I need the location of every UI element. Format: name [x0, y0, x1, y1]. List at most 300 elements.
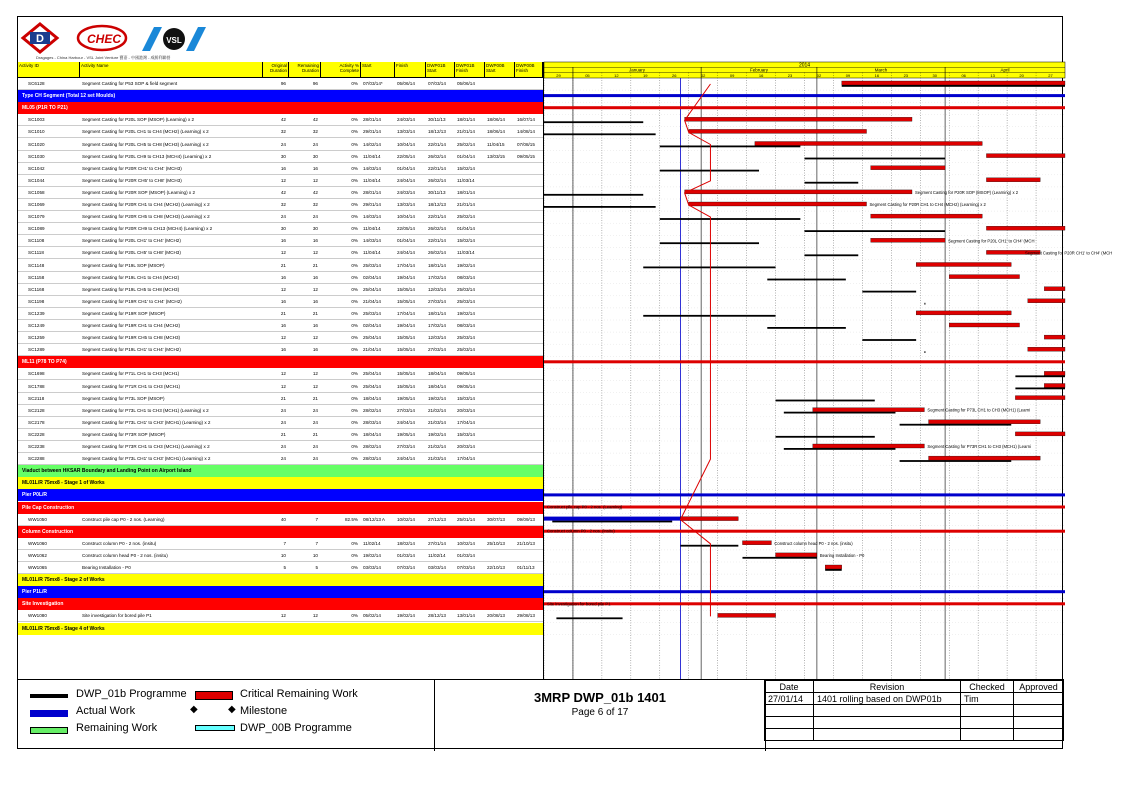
cell-s1: 22/01/14	[428, 141, 446, 147]
table-row[interactable]	[18, 211, 543, 223]
cell-pct: 0%	[351, 274, 358, 280]
rev-empty	[765, 705, 814, 717]
cell-name: Segment Casting for P20R SOP (MSOP) (Learning) x 2	[82, 189, 196, 195]
cell-finish: 22/05/14	[397, 153, 415, 159]
cell-finish: 27/03/14	[397, 444, 415, 449]
gantt-day-label: 02	[700, 73, 706, 78]
table-row[interactable]	[18, 284, 543, 296]
cell-od: 12	[280, 177, 286, 183]
cell-finish: 13/03/14	[397, 202, 415, 207]
cell-pct: 0%	[351, 189, 358, 195]
cell-s1: 27/12/13	[428, 516, 446, 522]
cell-rd: 24	[312, 456, 318, 462]
cell-od: 24	[280, 407, 286, 413]
table-row[interactable]	[18, 441, 543, 453]
svg-text:D: D	[36, 33, 44, 45]
cell-start: 28/01/14	[363, 117, 381, 123]
rev-approved	[1014, 693, 1064, 705]
critical-bar	[685, 117, 912, 121]
cell-s1: 30/11/13	[428, 189, 446, 195]
cell-f1: 08/03/14	[457, 323, 475, 328]
critical-bar	[842, 81, 1065, 85]
group-band[interactable]: Type CH Segment (Total 12 set Moulds)	[18, 90, 543, 102]
critical-bar	[986, 178, 1040, 182]
actual-bar	[544, 517, 680, 521]
cell-od: 24	[280, 444, 286, 449]
critical-bar	[986, 154, 1065, 158]
gantt-svg	[544, 62, 1113, 679]
summary-bar	[544, 590, 1065, 593]
gantt-day-label: 30	[932, 73, 937, 78]
group-band[interactable]: Pier P1L/R	[18, 586, 543, 598]
cell-rd: 7	[315, 540, 318, 546]
legend-panel	[18, 679, 1064, 751]
table-row[interactable]	[18, 235, 543, 247]
cell-f2: 09/09/13	[517, 516, 535, 522]
cell-od: 24	[280, 214, 286, 220]
gantt-day-label: 29	[556, 73, 561, 78]
cell-od: 16	[280, 323, 286, 328]
gantt-day-label: 19	[643, 73, 648, 78]
cell-start: 14/03/14	[363, 214, 381, 220]
table-row[interactable]	[18, 187, 543, 199]
table-row[interactable]	[18, 429, 543, 441]
cell-name: Segment Casting for P20R CH1' to CH4' (MCH3)	[82, 165, 182, 171]
cell-pct: 0%	[351, 540, 358, 546]
cell-name: Segment Casting for P73R SOP (MSOP)	[82, 431, 166, 437]
cell-s1: 18/04/14	[428, 383, 446, 389]
cell-f2: 16/07/14	[517, 117, 535, 123]
cell-id: SC1118	[28, 250, 44, 256]
cell-rd: 5	[315, 565, 318, 570]
cell-pct: 0%	[351, 431, 358, 437]
cell-finish: 10/04/14	[397, 141, 415, 147]
table-row[interactable]	[18, 151, 543, 163]
table-row[interactable]	[18, 562, 543, 574]
cell-pct: 0%	[351, 226, 358, 232]
cell-od: 21	[280, 431, 286, 437]
cell-rd: 32	[312, 202, 318, 207]
gantt-day-label: 23	[903, 73, 909, 78]
rev-empty	[814, 705, 961, 717]
cell-id: SC1249	[28, 323, 45, 328]
group-band[interactable]: ML01L/R 75mx8 - Stage 1 of Works	[18, 477, 543, 489]
critical-bar	[755, 142, 982, 146]
rev-empty	[765, 729, 814, 741]
critical-bar	[916, 263, 1011, 267]
cell-start: 18/04/14	[363, 395, 381, 401]
rev-date: 27/01/14	[765, 693, 814, 705]
baseline-bar	[643, 267, 775, 269]
cell-s1: 30/11/13	[428, 117, 446, 123]
cell-f1: 08/03/14	[457, 274, 475, 280]
table-row[interactable]	[18, 538, 543, 550]
cell-od: 16	[280, 238, 286, 244]
baseline-bar	[776, 436, 875, 438]
cell-f1: 19/02/14	[457, 262, 475, 268]
cell-pct: 0%	[351, 262, 358, 268]
legend-remaining-label: Remaining Work	[76, 722, 158, 734]
cell-rd: 42	[312, 189, 318, 195]
rev-empty	[814, 729, 961, 741]
cell-id: SC2228	[28, 431, 45, 437]
gantt-day-label: 16	[874, 73, 880, 78]
cell-name: Bearing Installation - P0	[82, 565, 131, 570]
cell-pct: 0%	[351, 456, 358, 462]
critical-bar	[1015, 396, 1065, 400]
baseline-bar	[556, 617, 622, 619]
baseline-bar	[660, 146, 801, 148]
cell-s2: 18/06/14	[487, 129, 505, 135]
cell-name: Segment Casting for P20R CH5 to CH8 (MCH3) (Learning) x 2	[82, 214, 210, 220]
group-band[interactable]: ML11 (P78 TO P74)	[18, 356, 543, 368]
bar-label: Segment Casting for P73L CH1 to CH3 (MCH1) (Learni	[927, 407, 1031, 413]
table-row[interactable]	[18, 296, 543, 308]
cell-s2: 13/03/15	[487, 153, 505, 159]
cell-finish: 13/03/14	[397, 129, 415, 135]
cell-pct: 0%	[351, 310, 358, 316]
baseline-bar	[776, 400, 875, 402]
baseline-bar	[680, 545, 738, 547]
gantt-day-label: 20	[1019, 73, 1024, 78]
legend-critical-label: Critical Remaining Work	[240, 688, 358, 700]
cell-finish: 19/04/14	[397, 323, 415, 328]
table-row[interactable]	[18, 78, 543, 90]
table-row[interactable]	[18, 247, 543, 259]
bar-label: Site investigation for bored pile P1	[547, 601, 611, 607]
cell-s2: 25/10/13	[487, 540, 505, 546]
summary-bar	[544, 530, 1065, 533]
group-band[interactable]: ML05 (P1R TO P21)	[18, 102, 543, 114]
summary-bar	[544, 493, 1065, 496]
critical-bar	[680, 517, 738, 521]
cell-name: Segment Casting for P73L CH1' to CH3' (MCH1) (Learning) x 2	[82, 419, 211, 425]
cell-start: 28/02/14	[363, 444, 381, 449]
baseline-bar	[544, 206, 656, 208]
gantt-month-label: February	[750, 67, 769, 73]
cell-od: 24	[280, 141, 286, 147]
critical-bar	[986, 226, 1065, 230]
cell-pct: 0%	[351, 323, 358, 328]
group-band[interactable]: Pier P0L/R	[18, 489, 543, 501]
cell-s1: 22/01/14	[428, 165, 446, 171]
cell-rd: 24	[312, 214, 318, 220]
cell-finish: 24/03/14	[397, 117, 415, 123]
cell-name: Segment Casting for P20L CH5 to CH8 (MCH3) (Learning) x 2	[82, 141, 209, 147]
cell-s2: 20/08/13	[487, 613, 505, 619]
gantt-day-label: 05	[585, 73, 590, 78]
cell-start: 05/02/14	[363, 613, 381, 619]
rev-empty	[1014, 705, 1064, 717]
cell-id: WW1050	[28, 516, 47, 522]
table-row[interactable]	[18, 368, 543, 380]
cell-start: 11/04/14	[363, 177, 381, 183]
baseline-bar	[900, 424, 1012, 426]
legend-remaining-swatch	[30, 727, 68, 734]
baseline-bar	[552, 521, 672, 523]
table-row[interactable]	[18, 550, 543, 562]
cell-start: 29/01/14	[363, 202, 381, 207]
cell-od: 24	[280, 456, 286, 462]
cell-finish: 24/03/14	[397, 189, 415, 195]
cell-s1: 18/01/14	[428, 262, 446, 268]
baseline-bar	[924, 351, 925, 353]
cell-finish: 15/05/14	[397, 347, 415, 353]
cell-id: SC1058	[28, 189, 45, 195]
rev-empty	[961, 729, 1014, 741]
cell-f1: 25/02/14	[457, 214, 475, 220]
critical-bar	[718, 613, 776, 617]
baseline-bar	[784, 448, 896, 450]
cell-id: SC2118	[28, 395, 45, 401]
gantt-year-label: 2014	[798, 62, 811, 69]
cell-start: 25/04/14	[363, 286, 381, 292]
cell-pct: 0%	[351, 407, 358, 413]
cell-rd: 7	[315, 516, 318, 522]
cell-pct: 0%	[351, 141, 358, 147]
cell-start: 14/03/14	[363, 238, 381, 244]
cell-s1: 18/12/13	[428, 202, 446, 207]
bar-label: Segment Casting for P20R CH1' to CH4' (MCH	[1025, 250, 1113, 256]
table-row[interactable]	[18, 114, 543, 126]
group-band[interactable]: ML01L/R 75mx8 - Stage 2 of Works	[18, 574, 543, 586]
cell-start: 18/04/14	[363, 431, 381, 437]
cell-od: 21	[280, 262, 286, 268]
cell-id: SC1044	[28, 177, 45, 183]
cell-name: Construct pile cap P0 - 2 nos. (Learning)	[82, 516, 165, 522]
critical-bar	[813, 444, 925, 448]
table-row[interactable]	[18, 417, 543, 429]
header-activity-id: Activity ID	[18, 62, 80, 78]
cell-id: SC1168	[28, 286, 45, 292]
cell-finish: 15/05/14	[397, 286, 415, 292]
cell-od: 16	[280, 298, 286, 304]
table-row[interactable]	[18, 514, 543, 526]
cell-od: 32	[280, 202, 286, 207]
group-band[interactable]: Site Investigation	[18, 598, 543, 610]
table-row[interactable]	[18, 272, 543, 284]
cell-start: 11/04/14	[363, 153, 381, 159]
cell-pct: 0%	[351, 383, 358, 389]
rev-empty	[814, 717, 961, 729]
cell-id: SC1079	[28, 214, 45, 220]
cell-start: 28/03/14	[363, 456, 381, 462]
gantt-day-label: 27	[1048, 73, 1053, 78]
cell-id: SC1030	[28, 153, 45, 159]
table-row[interactable]	[18, 320, 543, 332]
cell-s1: 27/03/14	[428, 298, 446, 304]
cell-start: 11/02/14	[363, 540, 381, 546]
baseline-bar	[825, 569, 842, 571]
cell-f1: 18/01/14	[457, 117, 475, 123]
cell-rd: 16	[312, 165, 318, 171]
cell-s1: 26/02/14	[428, 177, 446, 183]
cell-f1: 21/01/14	[457, 129, 475, 135]
cell-f1: 25/03/14	[457, 298, 475, 304]
cell-f2: 14/08/14	[517, 129, 535, 135]
cell-od: 30	[280, 226, 286, 232]
cell-finish: 22/05/14	[397, 226, 415, 232]
cell-pct: 0%	[351, 613, 358, 619]
critical-bar	[1044, 384, 1065, 388]
baseline-bar	[805, 254, 859, 256]
table-row[interactable]	[18, 610, 543, 622]
gantt-day-label: 06	[961, 73, 966, 78]
cell-rd: 12	[312, 383, 318, 389]
table-row[interactable]	[18, 453, 543, 465]
header-dwp01b-start: DWP01B Start	[426, 62, 455, 78]
page-number: Page 6 of 17	[571, 707, 629, 718]
group-band[interactable]: Column Construction	[18, 526, 543, 538]
header-remaining-duration: Remaining Duration	[289, 62, 321, 78]
cell-s1: 21/02/14	[428, 407, 446, 413]
rev-empty	[1014, 729, 1064, 741]
cell-name: Segment Casting for P19L CH5 to CH8 (MCH3)	[82, 286, 180, 292]
bar-label: Segment Casting for P20R CH1 to CH4 (MCH2) (Learning) x 2	[869, 202, 986, 207]
cell-s1: 26/02/14	[428, 250, 446, 256]
cell-f2: 01/11/13	[517, 565, 535, 570]
cell-finish: 10/02/14	[397, 516, 415, 522]
cell-finish: 19/02/14	[397, 613, 415, 619]
baseline-bar	[805, 182, 859, 184]
cell-f1: 19/02/14	[457, 310, 475, 316]
table-row[interactable]	[18, 139, 543, 151]
cell-rd: 24	[312, 141, 318, 147]
table-row[interactable]	[18, 163, 543, 175]
gantt-month-label: March	[874, 67, 888, 73]
critical-bar	[776, 553, 817, 557]
legend-milestone-label: Milestone	[240, 705, 288, 717]
cell-pct: 0%	[351, 552, 358, 558]
cell-name: Segment Casting for P19R CH1' to CH4' (MCH2)	[82, 298, 182, 304]
cell-f1: 01/04/14	[457, 153, 475, 159]
cell-id: WW1062	[28, 552, 47, 558]
cell-od: 16	[280, 274, 286, 280]
cell-name: Segment Casting for P73L CH1 to CH3 (MCH1) (Learning) x 2	[82, 407, 209, 413]
table-row[interactable]	[18, 344, 543, 356]
cell-s1: 18/12/13	[428, 129, 446, 135]
cell-name: Segment Casting for P20L SOP (MSOP) (Learning) x 2	[82, 117, 195, 123]
report-title: 3MRP DWP_01b 1401	[534, 690, 666, 705]
group-band[interactable]: Pile Cap Construction	[18, 502, 543, 514]
cell-finish: 27/03/14	[397, 407, 415, 413]
cell-name: Segment Casting for P19L SOP (MSOP)	[82, 262, 165, 268]
cell-finish: 15/05/14	[397, 335, 415, 341]
cell-start: 25/04/14	[363, 383, 381, 389]
table-row[interactable]	[18, 393, 543, 405]
table-row[interactable]	[18, 199, 543, 211]
dragages-logo	[22, 23, 58, 53]
cell-finish: 24/04/14	[397, 250, 415, 256]
cell-id: SC1020	[28, 141, 45, 147]
table-row[interactable]	[18, 332, 543, 344]
header-activity-name: Activity Name	[80, 62, 263, 78]
cell-finish: 15/05/14	[397, 371, 415, 377]
cell-rd: 24	[312, 444, 318, 449]
group-band[interactable]: ML01L/R 75mx8 - Stage 4 of Works	[18, 623, 543, 635]
critical-bar	[1044, 335, 1065, 339]
critical-bar	[1044, 287, 1065, 291]
critical-bar	[813, 408, 925, 412]
cell-f1: 18/01/14	[457, 189, 475, 195]
cell-id: SC2288	[28, 456, 45, 462]
cell-start: 03/03/14	[363, 565, 381, 570]
table-row[interactable]	[18, 260, 543, 272]
critical-bar	[949, 323, 1019, 327]
cell-id: SC1042	[28, 165, 45, 171]
cell-od: 10	[280, 552, 286, 558]
table-row[interactable]	[18, 381, 543, 393]
cell-id: SC1259	[28, 335, 45, 341]
table-row[interactable]	[18, 126, 543, 138]
cell-f1: 11/03/14	[457, 250, 475, 256]
milestone-icon-2: ◆	[228, 704, 236, 715]
rev-checked: Tim	[961, 693, 1014, 705]
critical-bar	[929, 420, 1041, 424]
cell-rd: 16	[312, 274, 318, 280]
critical-bar	[689, 202, 867, 206]
critical-bar	[1028, 347, 1065, 351]
legend-dwp00b-label: DWP_00B Programme	[240, 722, 352, 734]
table-row[interactable]	[18, 308, 543, 320]
cell-id: WW1060	[28, 540, 47, 546]
cell-rd: 32	[312, 129, 318, 135]
cell-start: 11/04/14	[363, 250, 381, 256]
gantt-day-label: 09	[845, 73, 851, 78]
cell-rd: 12	[312, 613, 318, 619]
baseline-bar	[660, 218, 801, 220]
cell-od: 12	[280, 371, 286, 377]
activity-table	[18, 62, 543, 679]
cell-finish: 01/03/14	[397, 552, 415, 558]
cell-pct: 0%	[351, 129, 358, 135]
gantt-chart	[543, 62, 1113, 679]
cell-s1: 03/03/14	[428, 565, 446, 570]
critical-bar	[825, 565, 842, 569]
cell-f1: 20/03/14	[457, 444, 475, 449]
cell-s1: 12/03/14	[428, 286, 446, 292]
rev-header-date: Date	[765, 681, 814, 693]
baseline-bar	[767, 327, 846, 329]
table-row[interactable]	[18, 223, 543, 235]
cell-f1: 07/03/14	[457, 565, 475, 570]
cell-s1: 28/12/13	[428, 613, 446, 619]
table-row[interactable]	[18, 405, 543, 417]
cell-rd: 12	[312, 371, 318, 377]
table-row[interactable]	[18, 175, 543, 187]
cell-name: Segment Casting for P19L CH1 to CH4 (MCH2)	[82, 274, 180, 280]
group-band[interactable]: Viaduct between HKSAR Boundary and Landing Point on Airport Island	[18, 465, 543, 477]
cell-pct: 0%	[351, 202, 358, 207]
cell-name: Segment Casting for P20L CH1' to CH4' (MCH2)	[82, 238, 181, 244]
schedule-sheet	[17, 16, 1113, 749]
cell-pct: 0%	[351, 81, 358, 86]
cell-id: SC1239	[28, 310, 45, 316]
baseline-bar	[660, 170, 759, 172]
cell-id: SC1108	[28, 238, 45, 244]
baseline-bar	[900, 460, 1012, 462]
cell-id: SC1003	[28, 117, 45, 123]
cell-name: Segment Casting for P19R CH1 to CH4 (MCH2)	[82, 323, 181, 328]
summary-bar	[544, 106, 1065, 109]
cell-id: SC1089	[28, 226, 45, 232]
cell-f1: 25/02/14	[457, 141, 475, 147]
cell-finish: 24/04/14	[397, 419, 415, 425]
baseline-bar	[544, 194, 643, 196]
cell-s1: 18/01/14	[428, 310, 446, 316]
cell-f1: 13/01/14	[457, 613, 475, 619]
cell-od: 12	[280, 286, 286, 292]
